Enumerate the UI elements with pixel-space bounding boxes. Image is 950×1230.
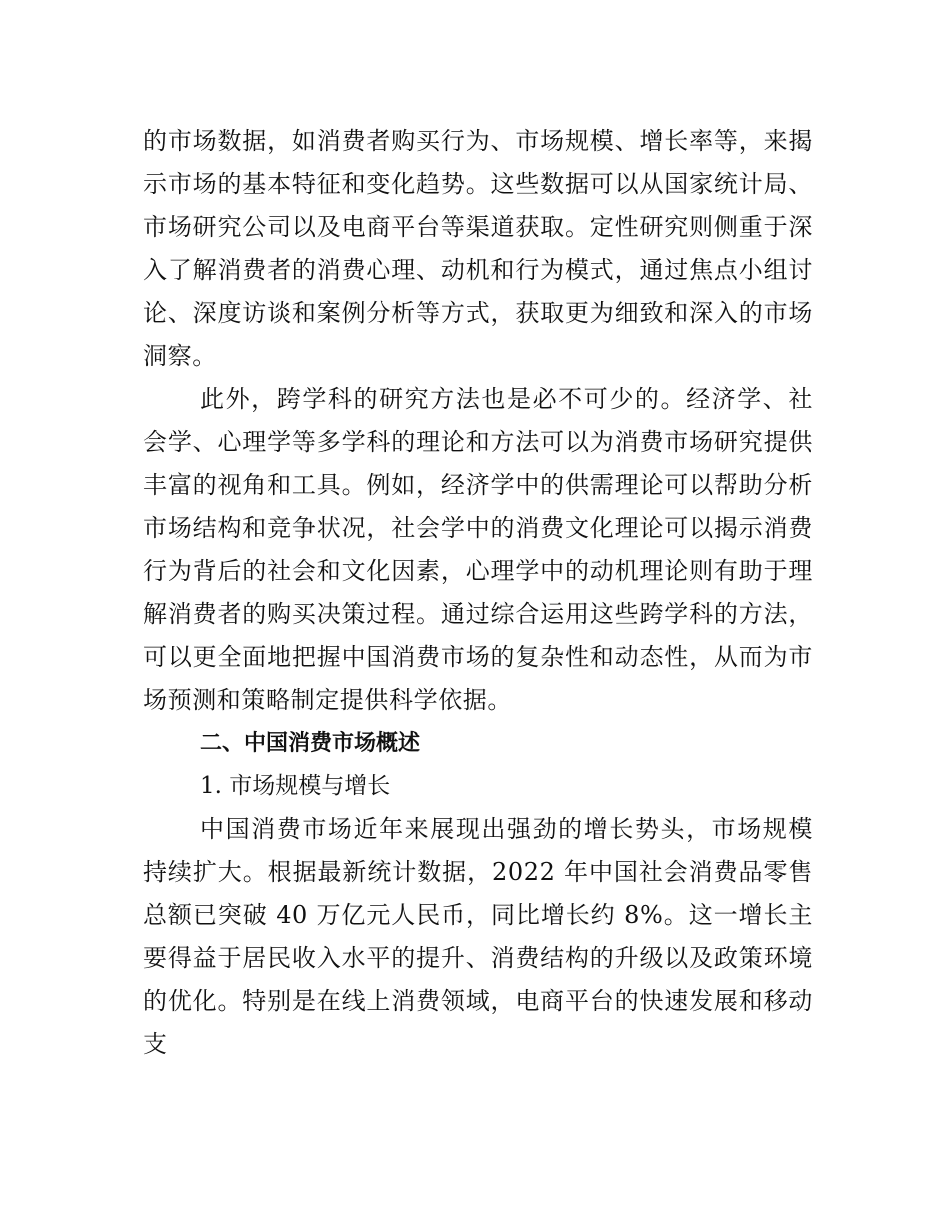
paragraph-market-scale: 中国消费市场近年来展现出强劲的增长势头，市场规模持续扩大。根据最新统计数据，2022 年中国社会消费品零售总额已突破 40 万亿元人民币，同比增长约 8%。这一增长主要得益于居民收入水平的提升、消费结构的升级以及政策环境的优化。特别是在线上消费领域，电商平台的快速发展和移动支 (143, 815, 813, 1058)
document-body (143, 120, 813, 1066)
paragraph-research-methods: 的市场数据，如消费者购买行为、市场规模、增长率等，来揭示市场的基本特征和变化趋势。这些数据可以从国家统计局、市场研究公司以及电商平台等渠道获取。定性研究则侧重于深入了解消费者的消费心理、动机和行为模式，通过焦点小组讨论、深度访谈和案例分析等方式，获取更为细致和深入的市场洞察。 (143, 127, 813, 370)
paragraph-interdisciplinary: 此外，跨学科的研究方法也是必不可少的。经济学、社会学、心理学等多学科的理论和方法可以为消费市场研究提供丰富的视角和工具。例如，经济学中的供需理论可以帮助分析市场结构和竞争状况，社会学中的消费文化理论可以揭示消费行为背后的社会和文化因素，心理学中的动机理论则有助于理解消费者的购买决策过程。通过综合运用这些跨学科的方法，可以更全面地把握中国消费市场的复杂性和动态性，从而为市场预测和策略制定提供科学依据。 (143, 385, 813, 714)
section-heading: 二、中国消费市场概述 (200, 731, 421, 756)
subsection-heading: 1. 市场规模与增长 (200, 773, 391, 799)
